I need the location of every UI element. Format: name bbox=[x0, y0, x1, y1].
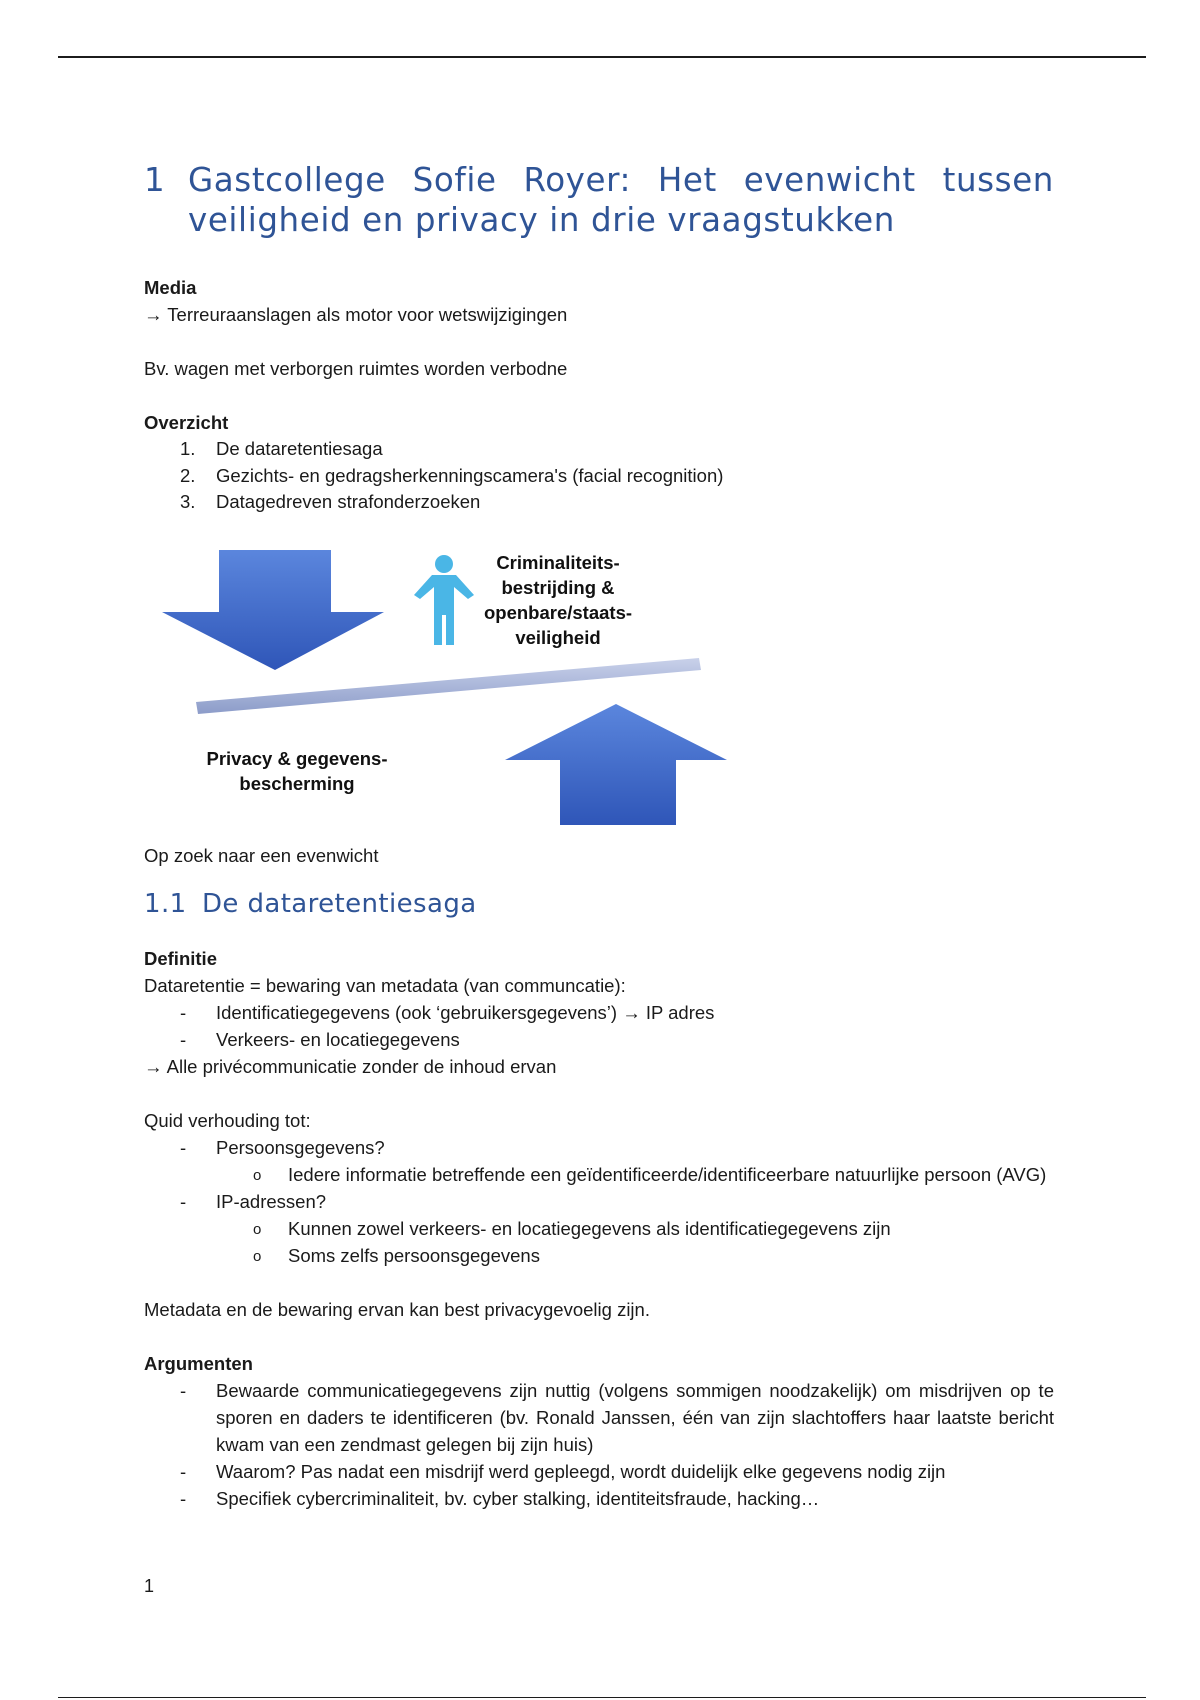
top-rule bbox=[58, 56, 1146, 58]
document-page bbox=[144, 160, 1054, 1512]
list-item: - Specifiek cybercriminaliteit, bv. cyber stalking, identiteitsfraude, hacking… bbox=[180, 1487, 820, 1509]
relation-list bbox=[144, 1134, 1054, 1269]
balance-figure bbox=[144, 520, 744, 838]
list-item: - Persoonsgegevens? o Iedere informatie betreffende een geïdentificeerde/identificeerbare natuurlijke persoon (AVG) bbox=[144, 1134, 1054, 1188]
definition-conclusion: → Alle privécommunicatie zonder de inhoud ervan bbox=[144, 1055, 557, 1077]
list-item: - IP-adressen? o Kunnen zowel verkeers- en locatiegegevens als identificatiegegevens zijn o Soms zelfs persoonsgegevens bbox=[144, 1188, 1054, 1269]
bottom-rule bbox=[58, 1697, 1146, 1698]
sub-list-item: o Iedere informatie betreffende een geïdentificeerde/identificeerbare natuurlijke persoon (AVG) bbox=[253, 1163, 1047, 1185]
section-title: De dataretentiesaga bbox=[202, 888, 477, 919]
label-crime-fighting: Criminaliteits- bestrijding & openbare/staats- veiligheid bbox=[483, 551, 633, 648]
figure-caption: Op zoek naar een evenwicht bbox=[144, 844, 379, 866]
person-icon bbox=[414, 555, 474, 645]
arguments-list bbox=[144, 1377, 1054, 1512]
page-title bbox=[144, 160, 1054, 240]
list-item: - Identificatiegegevens (ook ‘gebruikersgegevens’) → IP adres bbox=[180, 1001, 715, 1023]
up-arrow-icon bbox=[505, 704, 727, 825]
list-item: 3. Datagedreven strafonderzoeken bbox=[180, 491, 481, 512]
section-number: 1.1 bbox=[144, 888, 187, 919]
sub-list bbox=[216, 1215, 1054, 1269]
sub-list-item: o Kunnen zowel verkeers- en locatiegegevens als identificatiegegevens zijn bbox=[253, 1217, 891, 1239]
relation-conclusion: Metadata en de bewaring ervan kan best privacygevoelig zijn. bbox=[144, 1298, 650, 1320]
page-number: 1 bbox=[144, 1576, 155, 1596]
list-item: - Bewaarde communicatiegegevens zijn nuttig (volgens sommigen noodzakelijk) om misdrijven op te sporen en daders te identificeren (bv. Ronald Janssen, één van zijn slachtoffers haar laatste bericht kwam van een zendmast gelegen bij zijn huis) bbox=[180, 1379, 1054, 1455]
media-arrow-text: → Terreuraanslagen als motor voor wetswijzigingen bbox=[144, 304, 568, 325]
heading-line-2: veiligheid en privacy in drie vraagstukken bbox=[188, 201, 895, 239]
label-privacy: Privacy & gegevens- bescherming bbox=[206, 747, 388, 794]
list-item: - Waarom? Pas nadat een misdrijf werd gepleegd, wordt duidelijk elke gegevens nodig zijn bbox=[180, 1460, 946, 1482]
media-example: Bv. wagen met verborgen ruimtes worden verbodne bbox=[144, 358, 568, 379]
down-arrow-icon bbox=[162, 550, 384, 670]
media-label: Media bbox=[144, 277, 197, 298]
heading-number: 1 bbox=[144, 161, 166, 199]
list-item: 2. Gezichts- en gedragsherkenningscamera's (facial recognition) bbox=[180, 464, 724, 486]
definition-list bbox=[144, 999, 1054, 1053]
sub-list bbox=[216, 1161, 1054, 1188]
heading-line-1: Gastcollege Sofie Royer: Het evenwicht tussen bbox=[188, 161, 1054, 199]
relation-intro: Quid verhouding tot: bbox=[144, 1109, 311, 1131]
section-heading bbox=[144, 887, 1054, 921]
sub-list-item: o Soms zelfs persoonsgegevens bbox=[253, 1244, 540, 1266]
definition-label: Definitie bbox=[144, 947, 217, 969]
list-item: - Verkeers- en locatiegegevens bbox=[180, 1028, 460, 1050]
list-item: 1. De dataretentiesaga bbox=[180, 438, 383, 459]
arguments-label: Argumenten bbox=[144, 1352, 253, 1374]
overview-label: Overzicht bbox=[144, 412, 229, 433]
definition-text: Dataretentie = bewaring van metadata (van communcatie): bbox=[144, 974, 626, 996]
overview-list bbox=[144, 436, 1054, 516]
